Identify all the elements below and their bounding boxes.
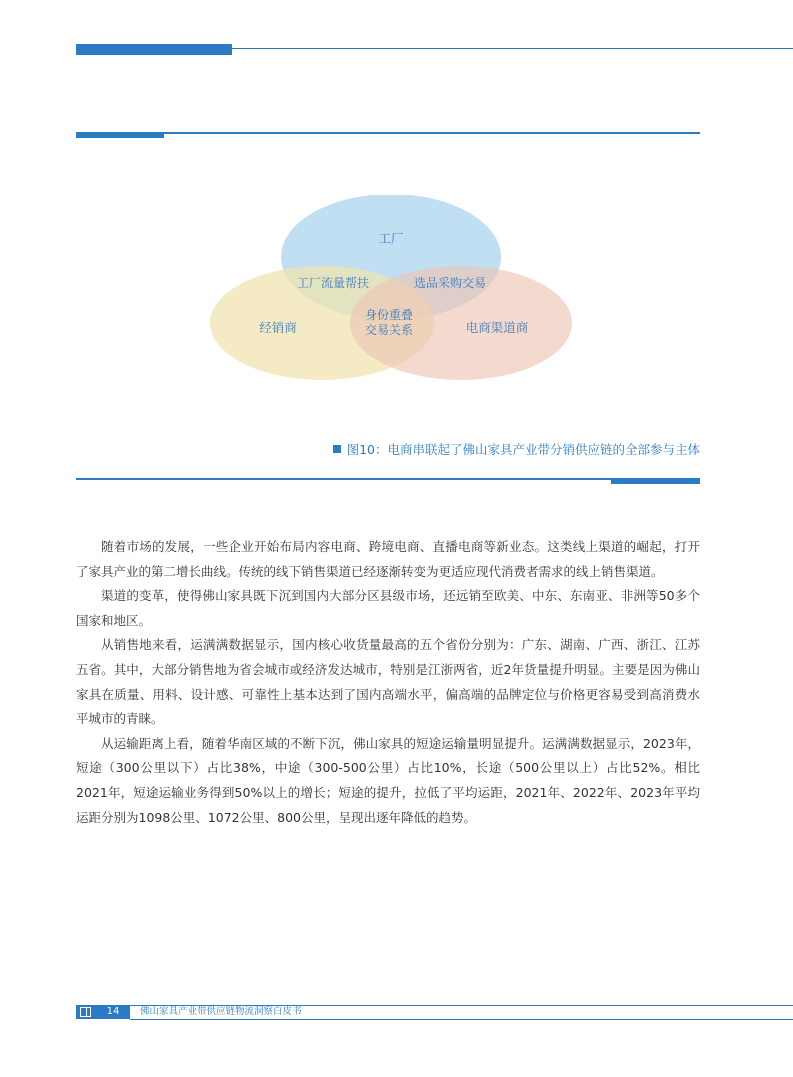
body-text xyxy=(76,535,700,830)
figure-bottom-rule xyxy=(76,478,700,480)
label-dealer: 经销商 xyxy=(259,320,297,335)
footer-doc-title: 佛山家具产业带供应链物流洞察白皮书 xyxy=(140,1006,302,1017)
figure-caption-text: 图10：电商串联起了佛山家具产业带分销供应链的全部参与主体 xyxy=(346,442,700,457)
figure-top-rule xyxy=(76,132,700,134)
label-factory-ecommerce-overlap: 选品采购交易 xyxy=(413,276,487,290)
footer-bottom-rule xyxy=(130,1019,793,1020)
label-ecommerce: 电商渠道商 xyxy=(465,320,529,335)
label-center-line2: 交易关系 xyxy=(364,323,414,337)
page-number: 14 xyxy=(106,1006,120,1017)
header-rule xyxy=(232,48,793,49)
label-factory-dealer-overlap: 工厂流量帮扶 xyxy=(296,276,370,290)
caption-square-icon xyxy=(333,445,341,453)
paragraph: 从运输距离上看，随着华南区域的不断下沉，佛山家具的短途运输量明显提升。运满满数据显示，2023年，短途（300公里以下）占比38%，中途（300-500公里）占比10%，长途（500公里以上）占比52%。相比2021年，短途运输业务得到50%以上的增长；短途的提升，拉低了平均运距，2021年、2022年、2023年平均运距分别为1098公里、1072公里、800公里，呈现出逐年降低的趋势。 xyxy=(76,735,700,825)
venn-diagram xyxy=(200,195,580,390)
paragraph: 从销售地来看，运满满数据显示，国内核心收货量最高的五个省份分别为：广东、湖南、广西、浙江、江苏五省。其中，大部分销售地为省会城市或经济发达城市，特别是江浙两省，近2年货量提升明显。主要是因为佛山家具在质量、用料、设计感、可靠性上基本达到了国内高端水平，偏高端的品牌定位与价格更容易受到高消费水平城市的青睐。 xyxy=(76,637,700,727)
header-accent-bar xyxy=(76,44,232,55)
paragraph: 随着市场的发展，一些企业开始布局内容电商、跨境电商、直播电商等新业态。这类线上渠道的崛起，打开了家具产业的第二增长曲线。传统的线下销售渠道已经逐渐转变为更适应现代消费者需求的线上销售渠道。 xyxy=(76,539,700,579)
label-center-line1: 身份重叠 xyxy=(364,308,414,322)
figure-top-accent xyxy=(76,133,164,138)
figure-bottom-accent xyxy=(611,478,700,484)
figure-caption xyxy=(300,440,700,460)
paragraph: 渠道的变革，使得佛山家具既下沉到国内大部分区县级市场，还远销至欧美、中东、东南亚、非洲等50多个国家和地区。 xyxy=(76,588,700,628)
label-factory: 工厂 xyxy=(378,231,404,246)
book-icon xyxy=(80,1007,91,1017)
